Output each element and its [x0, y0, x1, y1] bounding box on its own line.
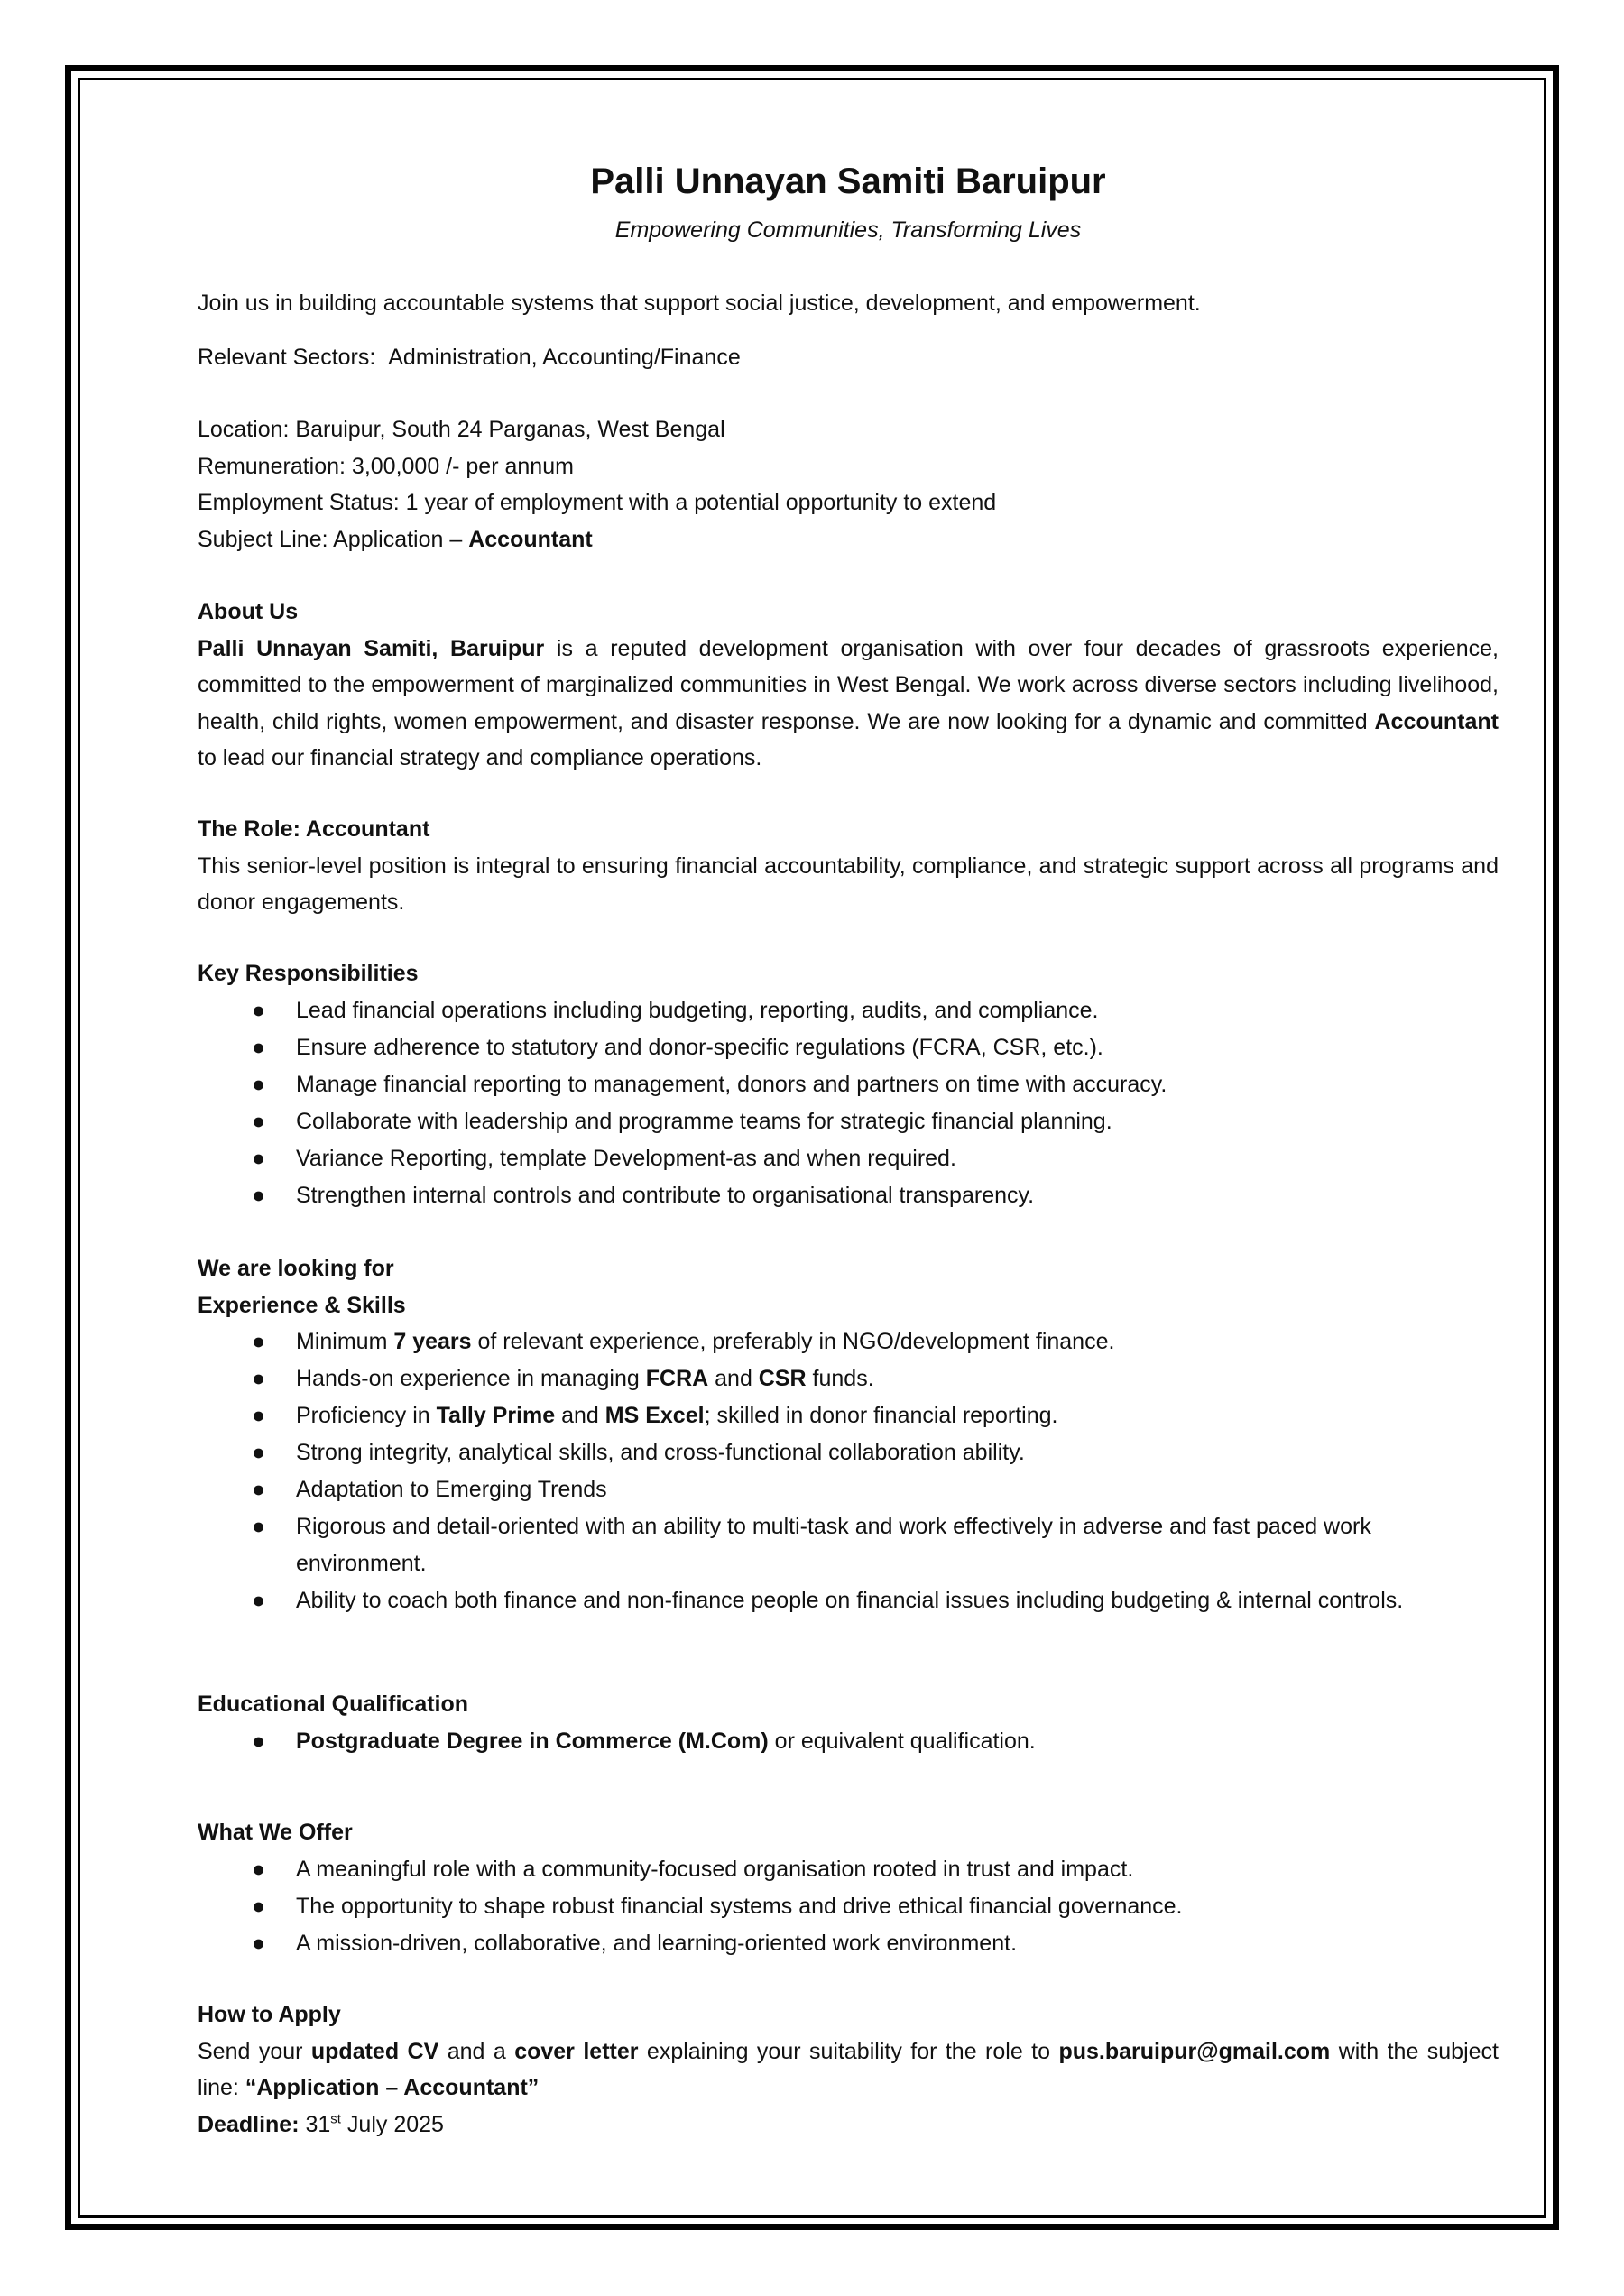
apply-cover-letter: cover letter	[514, 2038, 639, 2064]
apply-subject: “Application – Accountant”	[245, 2075, 540, 2100]
list-item-text: ; skilled in donor financial reporting.	[704, 1403, 1058, 1428]
list-item	[198, 1177, 1499, 1214]
list-item-text: Adaptation to Emerging Trends	[296, 1477, 607, 1502]
bullet-icon: ●	[252, 1366, 266, 1391]
list-item	[198, 1925, 1499, 1962]
bullet-icon: ●	[252, 1893, 266, 1919]
education-degree: Postgraduate Degree in Commerce (M.Com)	[296, 1728, 769, 1754]
list-item-bold: CSR	[758, 1366, 807, 1391]
sectors-value: Administration, Accounting/Finance	[388, 345, 741, 370]
apply-text-part: explaining your suitability for the role to	[638, 2038, 1059, 2064]
about-org-name: Palli Unnayan Samiti, Baruipur	[198, 635, 545, 661]
org-title: Palli Unnayan Samiti Baruipur	[590, 161, 1106, 201]
bullet-icon: ●	[252, 1108, 266, 1134]
list-item-bold: 7 years	[393, 1329, 472, 1354]
looking-for-section	[198, 1250, 1499, 1619]
education-list	[198, 1723, 1499, 1760]
bullet-icon: ●	[252, 1034, 266, 1060]
responsibilities-list	[198, 992, 1499, 1214]
list-item	[198, 1103, 1499, 1140]
list-item	[198, 992, 1499, 1029]
offer-heading: What We Offer	[198, 1820, 353, 1845]
list-item-bold: Tally Prime	[436, 1403, 556, 1428]
list-item-text: A meaningful role with a community-focused organisation rooted in trust and impact.	[296, 1856, 1134, 1882]
apply-heading: How to Apply	[198, 2002, 341, 2027]
list-item-bold: MS Excel	[604, 1403, 705, 1428]
looking-for-heading: We are looking for	[198, 1256, 394, 1281]
bullet-icon: ●	[252, 1856, 266, 1882]
apply-text-part: and a	[438, 2038, 515, 2064]
deadline-suffix: st	[330, 2111, 341, 2127]
sectors-line	[198, 339, 1499, 376]
list-item	[198, 1851, 1499, 1888]
role-section	[198, 811, 1499, 921]
deadline-day: 31	[299, 2111, 331, 2137]
apply-cv: updated CV	[310, 2038, 439, 2064]
bullet-icon: ●	[252, 1329, 266, 1354]
list-item-text: and	[555, 1403, 605, 1428]
list-item-text: Manage financial reporting to management, donors and partners on time with accuracy.	[296, 1071, 1167, 1097]
bullet-icon: ●	[252, 1588, 266, 1613]
list-item-text: A mission-driven, collaborative, and learning-oriented work environment.	[296, 1930, 1018, 1956]
subject-prefix: Subject Line: Application –	[198, 526, 469, 552]
bullet-icon: ●	[252, 997, 266, 1023]
about-heading: About Us	[198, 599, 299, 624]
offer-list	[198, 1851, 1499, 1962]
list-item-text: Ability to coach both finance and non-finance people on financial issues including budgeting & internal controls.	[296, 1588, 1404, 1613]
remuneration-line: Remuneration: 3,00,000 /- per annum	[198, 453, 574, 479]
list-item-text: Rigorous and detail-oriented with an ability to multi-task and work effectively in adverse and fast paced work environment.	[296, 1514, 1371, 1576]
list-item-text: Variance Reporting, template Development-as and when required.	[296, 1145, 956, 1171]
apply-text-part: with the subject line:	[198, 2038, 1499, 2100]
list-item-text: Proficiency in	[296, 1403, 437, 1428]
subject-role: Accountant	[468, 526, 593, 552]
list-item-text: Ensure adherence to statutory and donor-specific regulations (FCRA, CSR, etc.).	[296, 1034, 1103, 1060]
education-heading: Educational Qualification	[198, 1692, 469, 1717]
list-item-text: Minimum	[296, 1329, 394, 1354]
employment-status-line: Employment Status: 1 year of employment with a potential opportunity to extend	[198, 490, 997, 515]
about-section	[198, 594, 1499, 777]
role-heading: The Role: Accountant	[198, 816, 430, 842]
offer-section	[198, 1814, 1499, 1962]
about-text-part2: to lead our financial strategy and compliance operations.	[198, 745, 762, 770]
list-item	[198, 1471, 1499, 1508]
list-item	[198, 1360, 1499, 1397]
about-role: Accountant	[1374, 708, 1499, 734]
list-item	[198, 1434, 1499, 1471]
location-line: Location: Baruipur, South 24 Parganas, West Bengal	[198, 417, 725, 442]
about-text-part1: is a reputed development organisation with over four decades of grassroots experience, committed to the empowerment of marginalized communities in West Bengal. We work across diverse sectors including livelihood, health, child rights, women empowerment, and disaster response. We are now looking for a dynamic and committed	[198, 635, 1499, 734]
list-item-bold: FCRA	[645, 1366, 709, 1391]
bullet-icon: ●	[252, 1071, 266, 1097]
subject-line	[198, 521, 1499, 558]
apply-text	[198, 2033, 1499, 2107]
list-item	[198, 1397, 1499, 1434]
list-item-text: Strong integrity, analytical skills, and cross-functional collaboration ability.	[296, 1440, 1025, 1465]
bullet-icon: ●	[252, 1440, 266, 1465]
skills-list	[198, 1323, 1499, 1619]
list-item	[198, 1029, 1499, 1066]
list-item-text: Strengthen internal controls and contribute to organisational transparency.	[296, 1182, 1035, 1208]
deadline-line	[198, 2107, 1499, 2144]
list-item	[198, 1140, 1499, 1177]
list-item-text: funds.	[806, 1366, 874, 1391]
experience-skills-heading: Experience & Skills	[198, 1292, 406, 1318]
list-item-text: Collaborate with leadership and programme teams for strategic financial planning.	[296, 1108, 1112, 1134]
bullet-icon: ●	[252, 1145, 266, 1171]
list-item	[198, 1323, 1499, 1360]
bullet-icon: ●	[252, 1403, 266, 1428]
apply-email[interactable]: pus.baruipur@gmail.com	[1058, 2038, 1331, 2064]
bullet-icon: ●	[252, 1477, 266, 1502]
bullet-icon: ●	[252, 1728, 266, 1754]
bullet-icon: ●	[252, 1182, 266, 1208]
responsibilities-section	[198, 955, 1499, 1214]
apply-text-part: Send your	[198, 2038, 311, 2064]
bullet-icon: ●	[252, 1514, 266, 1539]
list-item-text: Hands-on experience in managing	[296, 1366, 646, 1391]
list-item	[198, 1066, 1499, 1103]
sectors-label: Relevant Sectors:	[198, 345, 376, 370]
list-item	[198, 1723, 1499, 1760]
intro-text: Join us in building accountable systems that support social justice, development, and empowerment.	[198, 290, 1201, 316]
list-item-text: Lead financial operations including budgeting, reporting, audits, and compliance.	[296, 997, 1099, 1023]
list-item	[198, 1508, 1499, 1582]
job-details	[198, 411, 1499, 558]
bullet-icon: ●	[252, 1930, 266, 1956]
education-section	[198, 1686, 1499, 1760]
list-item	[198, 1582, 1499, 1619]
intro-section	[198, 285, 1499, 322]
apply-section	[198, 1996, 1499, 2143]
deadline-label: Deadline:	[198, 2111, 300, 2137]
education-rest: or equivalent qualification.	[768, 1728, 1036, 1754]
list-item-text: The opportunity to shape robust financial systems and drive ethical financial governance.	[296, 1893, 1183, 1919]
org-tagline: Empowering Communities, Transforming Lives	[614, 217, 1082, 243]
role-text: This senior-level position is integral to ensuring financial accountability, compliance, and strategic support across all programs and donor engagements.	[198, 853, 1499, 915]
list-item-text: of relevant experience, preferably in NGO/development finance.	[471, 1329, 1115, 1354]
list-item-text: and	[708, 1366, 759, 1391]
list-item	[198, 1888, 1499, 1925]
responsibilities-heading: Key Responsibilities	[198, 961, 419, 986]
about-text	[198, 631, 1499, 777]
deadline-rest: July 2025	[340, 2111, 444, 2137]
